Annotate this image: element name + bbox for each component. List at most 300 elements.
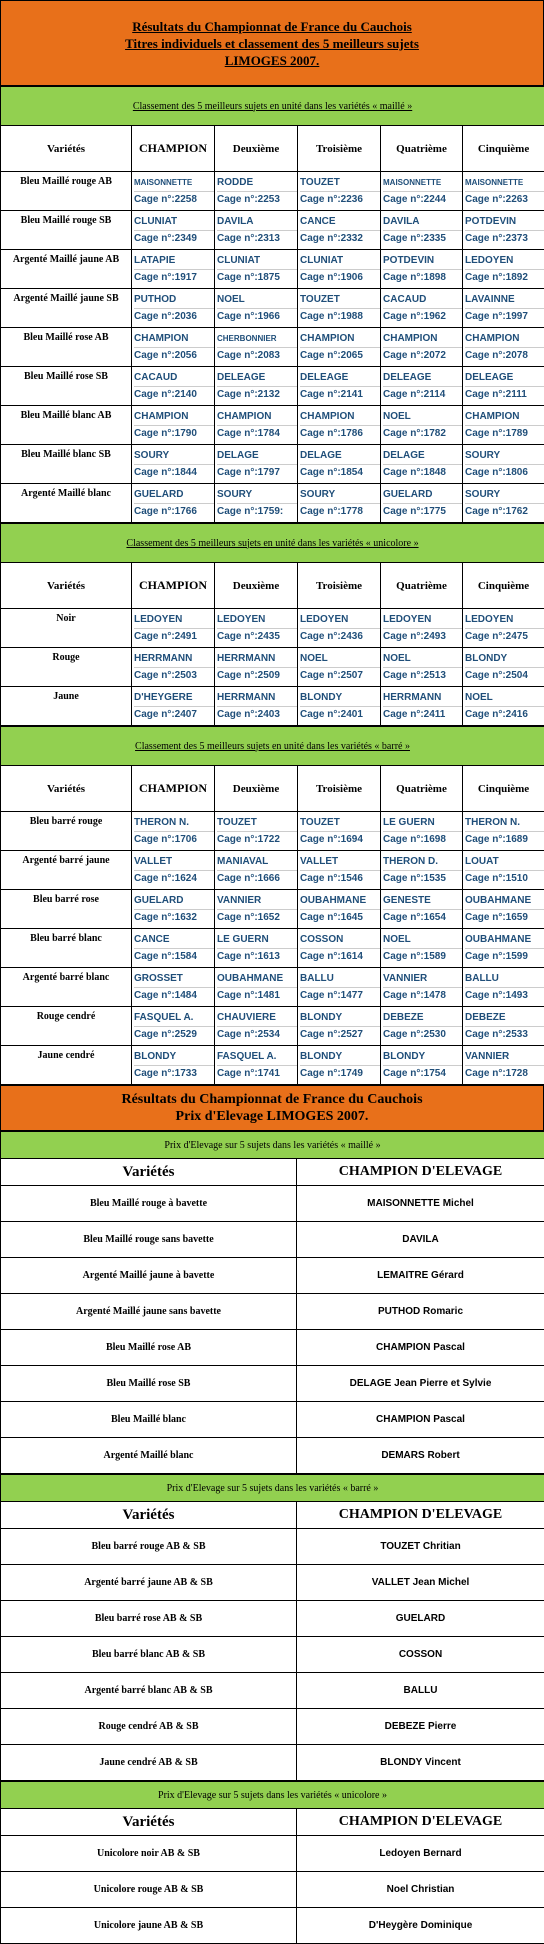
variety-name: Bleu Maillé blanc AB xyxy=(1,406,132,445)
variety-name: Bleu barré rose xyxy=(1,890,132,929)
cage-number: Cage n°:1782 xyxy=(383,426,462,442)
variety-name: Argenté barré jaune xyxy=(1,851,132,890)
variety-name: Rouge xyxy=(1,648,132,687)
ranking-entry xyxy=(298,406,381,445)
breeder-name: SOURY xyxy=(465,487,544,504)
ranking-entry xyxy=(298,250,381,289)
breeder-name: PUTHOD xyxy=(134,292,214,309)
breeder-name: POTDEVIN xyxy=(465,214,544,231)
prix-row xyxy=(1,1836,544,1872)
breeder-name: BLONDY xyxy=(383,1049,462,1066)
table-row xyxy=(1,328,544,367)
prix-table xyxy=(0,1781,544,1944)
breeder-name: TOUZET xyxy=(300,815,380,832)
table-row xyxy=(1,172,544,211)
column-header: Quatrième xyxy=(381,766,463,812)
cage-number: Cage n°:1510 xyxy=(465,871,544,887)
breeder-name: THERON N. xyxy=(465,815,544,832)
column-header: Variétés xyxy=(1,126,132,172)
ranking-entry xyxy=(215,687,298,726)
prix-row xyxy=(1,1673,544,1709)
ranking-entry xyxy=(132,968,215,1007)
section-title: Classement des 5 meilleurs sujets en unité dans les variétés « maillé » xyxy=(133,101,412,112)
breeder-name: CHERBONNIER xyxy=(217,331,297,348)
cage-number: Cage n°:2403 xyxy=(217,707,297,723)
breeder-name: LEDOYEN xyxy=(465,612,544,629)
cage-number: Cage n°:1689 xyxy=(465,832,544,848)
ranking-entry xyxy=(132,250,215,289)
ranking-entry xyxy=(381,328,463,367)
column-header: Cinquième xyxy=(463,126,544,172)
ranking-entry xyxy=(463,609,544,648)
cage-number: Cage n°:2373 xyxy=(465,231,544,247)
ranking-entry xyxy=(381,609,463,648)
cage-number: Cage n°:1778 xyxy=(300,504,380,520)
breeder-name: HERRMANN xyxy=(217,651,297,668)
ranking-entry xyxy=(132,445,215,484)
prix-col-champion: CHAMPION D'ELEVAGE xyxy=(297,1502,544,1529)
ranking-entry xyxy=(132,929,215,968)
ranking-entry xyxy=(298,484,381,523)
cage-number: Cage n°:2530 xyxy=(383,1027,462,1043)
table-row xyxy=(1,211,544,250)
prix-variety: Bleu barré rose AB & SB xyxy=(1,1601,297,1637)
cage-number: Cage n°:1962 xyxy=(383,309,462,325)
ranking-entry xyxy=(215,851,298,890)
cage-number: Cage n°:2527 xyxy=(300,1027,380,1043)
cage-number: Cage n°:1733 xyxy=(134,1066,214,1082)
variety-name: Jaune xyxy=(1,687,132,726)
ranking-entry xyxy=(463,968,544,1007)
prix-col-variety: Variétés xyxy=(1,1159,297,1186)
column-header-row xyxy=(1,563,544,609)
breeder-name: DELEAGE xyxy=(465,370,544,387)
breeder-name: HERRMANN xyxy=(383,690,462,707)
ranking-entry xyxy=(132,812,215,851)
ranking-entry xyxy=(215,890,298,929)
prix-variety: Jaune cendré AB & SB xyxy=(1,1745,297,1781)
prix-winner: VALLET Jean Michel xyxy=(297,1565,544,1601)
prix-title-bar xyxy=(1,1782,544,1809)
prix-row xyxy=(1,1872,544,1908)
ranking-entry xyxy=(381,851,463,890)
ranking-entry xyxy=(463,406,544,445)
cage-number: Cage n°:1775 xyxy=(383,504,462,520)
ranking-entry xyxy=(381,445,463,484)
cage-number: Cage n°:1659 xyxy=(465,910,544,926)
cage-number: Cage n°:2475 xyxy=(465,629,544,645)
cage-number: Cage n°:2335 xyxy=(383,231,462,247)
breeder-name: CACAUD xyxy=(134,370,214,387)
ranking-entry xyxy=(381,648,463,687)
breeder-name: CHAUVIERE xyxy=(217,1010,297,1027)
prix-winner: LEMAITRE Gérard xyxy=(297,1258,544,1294)
breeder-name: OUBAHMANE xyxy=(465,893,544,910)
ranking-entry xyxy=(215,367,298,406)
prix-row xyxy=(1,1294,544,1330)
section-title-bar xyxy=(1,727,544,766)
cage-number: Cage n°:2056 xyxy=(134,348,214,364)
breeder-name: TOUZET xyxy=(300,175,380,192)
ranking-entry xyxy=(132,851,215,890)
prix-row xyxy=(1,1709,544,1745)
cage-number: Cage n°:2534 xyxy=(217,1027,297,1043)
prix-winner: Noel Christian xyxy=(297,1872,544,1908)
cage-number: Cage n°:2503 xyxy=(134,668,214,684)
table-row xyxy=(1,929,544,968)
ranking-entry xyxy=(298,1007,381,1046)
column-header: Quatrième xyxy=(381,126,463,172)
ranking-entry xyxy=(132,172,215,211)
ranking-entry xyxy=(463,328,544,367)
prix-variety: Unicolore noir AB & SB xyxy=(1,1836,297,1872)
breeder-name: CHAMPION xyxy=(217,409,297,426)
cage-number: Cage n°:1706 xyxy=(134,832,214,848)
ranking-entry xyxy=(298,1046,381,1085)
prix-header xyxy=(0,1085,544,1131)
prix-winner: D'Heygère Dominique xyxy=(297,1908,544,1944)
cage-number: Cage n°:1766 xyxy=(134,504,214,520)
prix-variety: Argenté Maillé blanc xyxy=(1,1438,297,1474)
prix-row xyxy=(1,1330,544,1366)
cage-number: Cage n°:2253 xyxy=(217,192,297,208)
breeder-name: NOEL xyxy=(383,932,462,949)
cage-number: Cage n°:1493 xyxy=(465,988,544,1004)
cage-number: Cage n°:2258 xyxy=(134,192,214,208)
cage-number: Cage n°:1754 xyxy=(383,1066,462,1082)
breeder-name: LE GUERN xyxy=(217,932,297,949)
breeder-name: CANCE xyxy=(300,214,380,231)
table-row xyxy=(1,968,544,1007)
cage-number: Cage n°:1898 xyxy=(383,270,462,286)
cage-number: Cage n°:1589 xyxy=(383,949,462,965)
ranking-entry xyxy=(298,890,381,929)
prix-variety: Bleu barré blanc AB & SB xyxy=(1,1637,297,1673)
ranking-entry xyxy=(463,250,544,289)
breeder-name: GROSSET xyxy=(134,971,214,988)
cage-number: Cage n°:1762 xyxy=(465,504,544,520)
breeder-name: LEDOYEN xyxy=(383,612,462,629)
breeder-name: SOURY xyxy=(134,448,214,465)
ranking-entry xyxy=(463,1007,544,1046)
breeder-name: DELEAGE xyxy=(300,370,380,387)
section-title-bar xyxy=(1,87,544,126)
prix-header-subtitle: Prix d'Elevage LIMOGES 2007. xyxy=(1,1108,543,1125)
cage-number: Cage n°:2114 xyxy=(383,387,462,403)
breeder-name: LOUAT xyxy=(465,854,544,871)
breeder-name: BLONDY xyxy=(300,1010,380,1027)
breeder-name: BLONDY xyxy=(300,690,380,707)
ranking-entry xyxy=(463,172,544,211)
breeder-name: THERON N. xyxy=(134,815,214,832)
cage-number: Cage n°:2083 xyxy=(217,348,297,364)
column-header: Quatrième xyxy=(381,563,463,609)
prix-row xyxy=(1,1402,544,1438)
ranking-entry xyxy=(132,609,215,648)
cage-number: Cage n°:1652 xyxy=(217,910,297,926)
prix-col-variety: Variétés xyxy=(1,1809,297,1836)
ranking-entry xyxy=(298,609,381,648)
breeder-name: BALLU xyxy=(465,971,544,988)
ranking-entry xyxy=(381,929,463,968)
ranking-entry xyxy=(215,211,298,250)
cage-number: Cage n°:1854 xyxy=(300,465,380,481)
prix-winner: DEMARS Robert xyxy=(297,1438,544,1474)
column-header: Troisième xyxy=(298,563,381,609)
prix-row xyxy=(1,1637,544,1673)
column-header: Cinquième xyxy=(463,563,544,609)
ranking-entry xyxy=(381,687,463,726)
cage-number: Cage n°:1546 xyxy=(300,871,380,887)
cage-number: Cage n°:1632 xyxy=(134,910,214,926)
cage-number: Cage n°:2036 xyxy=(134,309,214,325)
ranking-entry xyxy=(381,406,463,445)
header-cell xyxy=(1,1,544,86)
breeder-name: FASQUEL A. xyxy=(134,1010,214,1027)
breeder-name: SOURY xyxy=(217,487,297,504)
ranking-entry xyxy=(463,445,544,484)
ranking-entry xyxy=(381,172,463,211)
prix-sections xyxy=(0,1131,544,1944)
breeder-name: NOEL xyxy=(300,651,380,668)
prix-row xyxy=(1,1601,544,1637)
prix-winner: DAVILA xyxy=(297,1222,544,1258)
header-subtitle: Titres individuels et classement des 5 meilleurs sujets xyxy=(1,35,543,52)
prix-variety: Argenté barré jaune AB & SB xyxy=(1,1565,297,1601)
breeder-name: LEDOYEN xyxy=(465,253,544,270)
main-header xyxy=(0,0,544,86)
breeder-name: DELAGE xyxy=(383,448,462,465)
cage-number: Cage n°:1917 xyxy=(134,270,214,286)
ranking-entry xyxy=(215,929,298,968)
prix-col-champion: CHAMPION D'ELEVAGE xyxy=(297,1159,544,1186)
breeder-name: DEBEZE xyxy=(465,1010,544,1027)
column-header: Troisième xyxy=(298,126,381,172)
table-row xyxy=(1,367,544,406)
ranking-entry xyxy=(132,289,215,328)
breeder-name: LEDOYEN xyxy=(134,612,214,629)
cage-number: Cage n°:2072 xyxy=(383,348,462,364)
prix-title: Prix d'Elevage sur 5 sujets dans les variétés « barré » xyxy=(167,1483,379,1494)
ranking-entry xyxy=(298,172,381,211)
ranking-entry xyxy=(298,289,381,328)
ranking-entry xyxy=(463,929,544,968)
section-title: Classement des 5 meilleurs sujets en unité dans les variétés « barré » xyxy=(135,741,410,752)
cage-number: Cage n°:1694 xyxy=(300,832,380,848)
column-header-row xyxy=(1,126,544,172)
cage-number: Cage n°:2078 xyxy=(465,348,544,364)
table-row xyxy=(1,445,544,484)
table-row xyxy=(1,851,544,890)
prix-row xyxy=(1,1222,544,1258)
breeder-name: SOURY xyxy=(465,448,544,465)
breeder-name: DEBEZE xyxy=(383,1010,462,1027)
breeder-name: LE GUERN xyxy=(383,815,462,832)
column-header-row xyxy=(1,766,544,812)
ranking-entry xyxy=(215,1046,298,1085)
header-location: LIMOGES 2007. xyxy=(1,52,543,69)
breeder-name: VANNIER xyxy=(383,971,462,988)
cage-number: Cage n°:1624 xyxy=(134,871,214,887)
cage-number: Cage n°:2507 xyxy=(300,668,380,684)
breeder-name: GUELARD xyxy=(383,487,462,504)
variety-name: Bleu Maillé rose SB xyxy=(1,367,132,406)
table-row xyxy=(1,648,544,687)
ranking-entry xyxy=(463,812,544,851)
cage-number: Cage n°:2244 xyxy=(383,192,462,208)
ranking-entry xyxy=(298,367,381,406)
prix-winner: CHAMPION Pascal xyxy=(297,1330,544,1366)
cage-number: Cage n°:1722 xyxy=(217,832,297,848)
cage-number: Cage n°:2435 xyxy=(217,629,297,645)
breeder-name: NOEL xyxy=(465,690,544,707)
cage-number: Cage n°:2349 xyxy=(134,231,214,247)
cage-number: Cage n°:2332 xyxy=(300,231,380,247)
variety-name: Argenté Maillé blanc xyxy=(1,484,132,523)
variety-name: Bleu barré blanc xyxy=(1,929,132,968)
cage-number: Cage n°:1759: xyxy=(217,504,297,520)
breeder-name: LEDOYEN xyxy=(217,612,297,629)
breeder-name: LEDOYEN xyxy=(300,612,380,629)
ranking-table xyxy=(0,523,544,726)
ranking-entry xyxy=(215,648,298,687)
column-header: Troisième xyxy=(298,766,381,812)
breeder-name: CHAMPION xyxy=(300,331,380,348)
breeder-name: CLUNIAT xyxy=(300,253,380,270)
ranking-entry xyxy=(381,367,463,406)
column-header: Deuxième xyxy=(215,766,298,812)
ranking-entry xyxy=(463,211,544,250)
breeder-name: CHAMPION xyxy=(465,331,544,348)
cage-number: Cage n°:1477 xyxy=(300,988,380,1004)
ranking-entry xyxy=(215,328,298,367)
cage-number: Cage n°:1613 xyxy=(217,949,297,965)
prix-header-row xyxy=(1,1502,544,1529)
ranking-entry xyxy=(381,211,463,250)
prix-winner: DEBEZE Pierre xyxy=(297,1709,544,1745)
ranking-entry xyxy=(132,211,215,250)
prix-winner: BALLU xyxy=(297,1673,544,1709)
prix-header-row xyxy=(1,1159,544,1186)
table-row xyxy=(1,609,544,648)
cage-number: Cage n°:2132 xyxy=(217,387,297,403)
ranking-entry xyxy=(381,890,463,929)
column-header: CHAMPION xyxy=(132,766,215,812)
breeder-name: DELEAGE xyxy=(383,370,462,387)
cage-number: Cage n°:2491 xyxy=(134,629,214,645)
breeder-name: BALLU xyxy=(300,971,380,988)
prix-row xyxy=(1,1565,544,1601)
column-header: Deuxième xyxy=(215,126,298,172)
table-row xyxy=(1,890,544,929)
table-row xyxy=(1,1046,544,1085)
prix-winner: BLONDY Vincent xyxy=(297,1745,544,1781)
breeder-name: GENESTE xyxy=(383,893,462,910)
ranking-entry xyxy=(298,929,381,968)
ranking-entry xyxy=(298,211,381,250)
cage-number: Cage n°:1797 xyxy=(217,465,297,481)
cage-number: Cage n°:1997 xyxy=(465,309,544,325)
variety-name: Argenté barré blanc xyxy=(1,968,132,1007)
breeder-name: CHAMPION xyxy=(383,331,462,348)
column-header: CHAMPION xyxy=(132,563,215,609)
cage-number: Cage n°:2141 xyxy=(300,387,380,403)
ranking-entry xyxy=(215,1007,298,1046)
prix-row xyxy=(1,1529,544,1565)
breeder-name: VALLET xyxy=(134,854,214,871)
variety-name: Bleu Maillé blanc SB xyxy=(1,445,132,484)
prix-variety: Bleu barré rouge AB & SB xyxy=(1,1529,297,1565)
cage-number: Cage n°:2504 xyxy=(465,668,544,684)
table-row xyxy=(1,250,544,289)
table-row xyxy=(1,406,544,445)
prix-table xyxy=(0,1131,544,1474)
breeder-name: DELEAGE xyxy=(217,370,297,387)
cage-number: Cage n°:2313 xyxy=(217,231,297,247)
ranking-table xyxy=(0,86,544,523)
cage-number: Cage n°:1484 xyxy=(134,988,214,1004)
cage-number: Cage n°:1806 xyxy=(465,465,544,481)
ranking-entry xyxy=(132,328,215,367)
cage-number: Cage n°:2411 xyxy=(383,707,462,723)
breeder-name: LATAPIE xyxy=(134,253,214,270)
ranking-entry xyxy=(215,812,298,851)
breeder-name: GUELARD xyxy=(134,487,214,504)
breeder-name: CLUNIAT xyxy=(217,253,297,270)
breeder-name: VALLET xyxy=(300,854,380,871)
ranking-entry xyxy=(132,367,215,406)
prix-row xyxy=(1,1186,544,1222)
breeder-name: CLUNIAT xyxy=(134,214,214,231)
cage-number: Cage n°:1875 xyxy=(217,270,297,286)
breeder-name: BLONDY xyxy=(300,1049,380,1066)
variety-name: Rouge cendré xyxy=(1,1007,132,1046)
ranking-entry xyxy=(215,968,298,1007)
prix-winner: MAISONNETTE Michel xyxy=(297,1186,544,1222)
prix-variety: Unicolore rouge AB & SB xyxy=(1,1872,297,1908)
cage-number: Cage n°:1892 xyxy=(465,270,544,286)
breeder-name: CHAMPION xyxy=(300,409,380,426)
cage-number: Cage n°:1741 xyxy=(217,1066,297,1082)
ranking-entry xyxy=(132,687,215,726)
ranking-entry xyxy=(463,484,544,523)
cage-number: Cage n°:2401 xyxy=(300,707,380,723)
ranking-entry xyxy=(298,812,381,851)
prix-winner: CHAMPION Pascal xyxy=(297,1402,544,1438)
cage-number: Cage n°:1478 xyxy=(383,988,462,1004)
ranking-entry xyxy=(132,1007,215,1046)
prix-variety: Argenté Maillé jaune sans bavette xyxy=(1,1294,297,1330)
ranking-entry xyxy=(215,406,298,445)
section-title: Classement des 5 meilleurs sujets en unité dans les variétés « unicolore » xyxy=(126,538,418,549)
breeder-name: THERON D. xyxy=(383,854,462,871)
cage-number: Cage n°:1784 xyxy=(217,426,297,442)
table-row xyxy=(1,687,544,726)
prix-table xyxy=(0,1474,544,1781)
cage-number: Cage n°:2065 xyxy=(300,348,380,364)
breeder-name: OUBAHMANE xyxy=(300,893,380,910)
ranking-sections xyxy=(0,86,544,1085)
prix-title: Prix d'Elevage sur 5 sujets dans les variétés « maillé » xyxy=(164,1140,380,1151)
cage-number: Cage n°:1645 xyxy=(300,910,380,926)
cage-number: Cage n°:1790 xyxy=(134,426,214,442)
table-row xyxy=(1,812,544,851)
ranking-entry xyxy=(381,1046,463,1085)
ranking-entry xyxy=(463,687,544,726)
cage-number: Cage n°:2436 xyxy=(300,629,380,645)
cage-number: Cage n°:2533 xyxy=(465,1027,544,1043)
variety-name: Argenté Maillé jaune AB xyxy=(1,250,132,289)
